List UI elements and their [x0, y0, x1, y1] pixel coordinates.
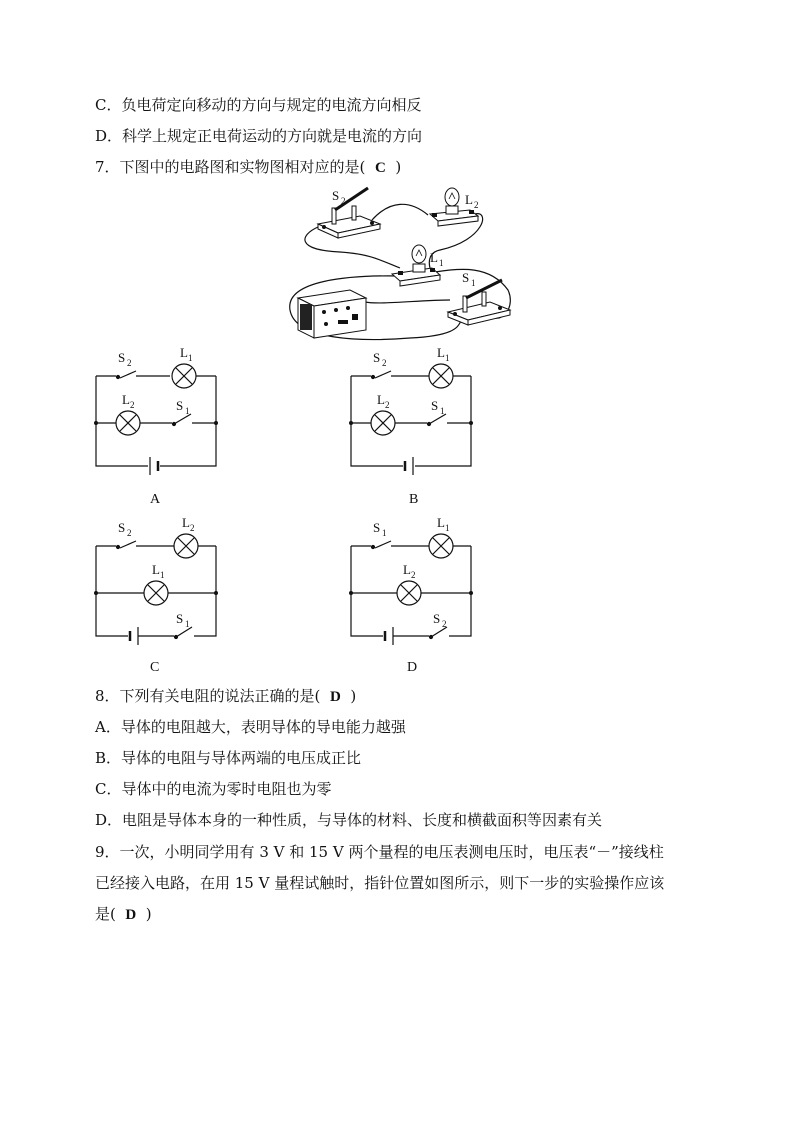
b-s1: S: [431, 398, 439, 413]
circuit-c: [88, 510, 228, 680]
c-caption: C: [150, 660, 160, 675]
svg-text:1: 1: [440, 406, 445, 416]
svg-text:1: 1: [185, 619, 190, 629]
svg-text:1: 1: [188, 353, 193, 363]
d-caption: D: [407, 660, 418, 675]
svg-text:2: 2: [442, 619, 447, 629]
q8-close: ): [350, 687, 357, 705]
option-6c: C．负电荷定向移动的方向与规定的电流方向相反: [95, 96, 422, 114]
svg-text:1: 1: [445, 523, 450, 533]
option-8d: D．电阻是导体本身的一种性质，与导体的材料、长度和横截面积等因素有关: [95, 811, 603, 829]
option-8a: A．导体的电阻越大，表明导体的导电能力越强: [95, 718, 406, 736]
a-s1: S: [176, 398, 184, 413]
svg-text:2: 2: [127, 528, 132, 538]
svg-text:2: 2: [127, 358, 132, 368]
q7-close: ): [395, 158, 402, 176]
q7-stem-text: 7．下图中的电路图和实物图相对应的是(: [95, 158, 366, 176]
svg-text:2: 2: [385, 400, 390, 410]
svg-text:2: 2: [411, 570, 416, 580]
d-s2: S: [433, 611, 441, 626]
a-caption: A: [150, 492, 161, 507]
b-caption: B: [409, 492, 419, 507]
photo-label-l2-sub: 2: [474, 200, 479, 210]
photo-label-s1: S: [462, 270, 470, 285]
photo-label-s1-sub: 1: [471, 278, 476, 288]
circuit-b: [343, 340, 483, 510]
q7-answer: C: [374, 160, 386, 176]
d-l2: L: [403, 562, 411, 577]
question-8-stem: [95, 686, 356, 707]
q8-answer: D: [329, 689, 341, 705]
question-9-line-1: 9．一次，小明同学用有 3 V 和 15 V 两个量程的电压表测电压时，电压表“－”接线柱: [95, 843, 664, 861]
q8-stem-text: 8．下列有关电阻的说法正确的是(: [95, 687, 321, 705]
c-s2: S: [118, 520, 126, 535]
b-l1: L: [437, 345, 445, 360]
q9-stem-text: 是(: [95, 905, 116, 923]
photo-label-s2: S: [332, 188, 340, 203]
svg-text:1: 1: [382, 528, 387, 538]
option-6d: D．科学上规定正电荷运动的方向就是电流的方向: [95, 127, 423, 145]
svg-text:1: 1: [185, 406, 190, 416]
svg-text:1: 1: [160, 570, 165, 580]
option-8c: C．导体中的电流为零时电阻也为零: [95, 780, 332, 798]
svg-text:2: 2: [190, 523, 195, 533]
option-8b: B．导体的电阻与导体两端的电压成正比: [95, 749, 362, 767]
svg-text:2: 2: [130, 400, 135, 410]
svg-text:2: 2: [382, 358, 387, 368]
apparatus-figure: [280, 180, 530, 345]
battery-box: [298, 290, 366, 338]
q9-answer: D: [125, 907, 137, 923]
a-l1: L: [180, 345, 188, 360]
c-l2: L: [182, 515, 190, 530]
a-s2: S: [118, 350, 126, 365]
question-9-line-3: [95, 904, 152, 925]
a-l2: L: [122, 392, 130, 407]
photo-label-s2-sub: 2: [341, 196, 346, 206]
d-s1: S: [373, 520, 381, 535]
c-s1: S: [176, 611, 184, 626]
d-l1: L: [437, 515, 445, 530]
photo-label-l1-sub: 1: [439, 258, 444, 268]
b-s2: S: [373, 350, 381, 365]
switch-s2-board: [318, 188, 380, 238]
c-l1: L: [152, 562, 160, 577]
photo-label-l1: L: [430, 250, 438, 265]
photo-label-l2: L: [465, 192, 473, 207]
q9-close: ): [145, 905, 152, 923]
question-9-line-2: 已经接入电路，在用 15 V 量程试触时，指针位置如图所示，则下一步的实验操作应该: [95, 874, 665, 892]
circuit-a: [88, 340, 228, 510]
question-7-stem: [95, 157, 401, 178]
switch-s1-board: [448, 280, 510, 325]
svg-text:1: 1: [445, 353, 450, 363]
circuit-d: [343, 510, 483, 680]
b-l2: L: [377, 392, 385, 407]
